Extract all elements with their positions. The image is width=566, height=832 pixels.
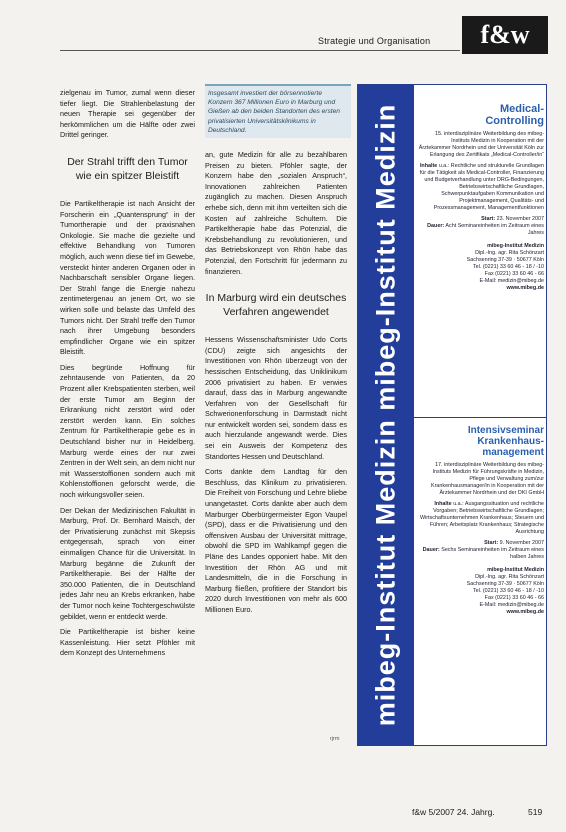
ad-text: Sechs Seminareinheiten im Zeitraum eines halben Jahres <box>441 547 544 560</box>
ad-contact-address: Sachsenring 37-39 · 50677 Köln <box>466 257 544 263</box>
paragraph: Dies begründe Hoffnung für zehntausende von Patienten, da 20 Prozent aller Krebspatienten sterben, weil der erste Tumor am Beginn der Erkrankung nicht zerstört wird oder zerstört werden kann. Ein solches Zentrum für Partikeltherapie gebe es in Deutschland bisher nur in Heidelberg. Marburg werde eines der nur zwei Zentren in der Welt sein, an dem nicht nur mit Wasserstoffionen sondern auch mit Kohlenstoffionen geforscht werde, die noch wirkungsvoller seien. <box>60 362 195 499</box>
subheading: In Marburg wird ein deutsches Verfahren angewendet <box>205 292 347 319</box>
paragraph: an, gute Medizin für alle zu bezahlbaren Preisen zu bieten. Pföhler sagte, der Konzern habe den „sozialen Anspruch“, Innovationen zahlreichen Patienten zugänglich zu machen. Diesen Anspruch erhebe sich, denn mit ihm verteilten sich die Kosten auf zahlreiche Schultern. Die Partikeltherapie habe das Potenzial, die Krebsbehandlung zu revolutionieren, und das Betriebskonzept von Rhön habe das Potenzial, den Fortschritt für jedermann zu finanzieren. <box>205 150 347 276</box>
author-initials: rjrm <box>330 736 340 742</box>
ad-contact-email[interactable]: E-Mail: medizin@mibeg.de <box>479 278 544 284</box>
ad-text: Acht Seminareinheiten im Zeitraum eines Jahres <box>445 223 544 236</box>
ad-title <box>418 103 544 127</box>
ad-title-line: Medical- <box>499 103 544 115</box>
ad-start <box>418 540 544 561</box>
page-number: 519 <box>528 807 543 817</box>
ad-label: Inhalte <box>434 501 452 507</box>
ad-contact-fax: Fax (0221) 33 60 46 - 66 <box>484 271 544 277</box>
ad-contact-email[interactable]: E-Mail: medizin@mibeg.de <box>479 602 544 608</box>
paragraph: Corts dankte dem Landtag für den Beschluss, das Klinikum zu privatisieren. Die Freiheit von Forschung und Lehre bliebe unangetastet. Corts dankte aber auch dem Marburger Oberbürgermeister Egon Vaupel (SPD), dass er die Privatisierung und den offensiven Ausbau der Universität mittrage, obwohl die SPD im Wahlkampf gegen die Pläne des Landes opponiert habe. Mit den Investition der Rhön AG und mit Landesmitteln, die in die Forschung in Marburg fließen, profitiere der Standort bis 2020 durch Investitionen von mehr als 600 Millionen Euro. <box>205 467 347 614</box>
magazine-logo: f&w <box>462 16 548 54</box>
ad-label: Inhalte <box>419 163 438 169</box>
ad-contact-address: Sachsenring 37-39 · 50677 Köln <box>466 581 544 587</box>
ad-contact-person: Dipl.-Ing. agr. Rita Schönzart <box>475 574 544 580</box>
section-title: Strategie und Organisation <box>318 36 431 46</box>
ad-start <box>418 216 544 237</box>
ad-divider <box>414 417 546 418</box>
ad-vertical-band <box>358 85 414 745</box>
ad-text: u.a.: Ausgangssituation und rechtliche Vorgaben; Betriebswirtschaftliche Grundlagen; Wirtschaftsunternehmen Krankenhaus; Steuern und Führen; Arbeitsplatz Krankenhaus; Strategische Ausrichtung <box>419 501 544 535</box>
header-divider <box>60 50 460 51</box>
ad-label: Start: <box>484 540 499 546</box>
ad-intro: 17. interdisziplinäre Weiterbildung des mibeg-Instituts Medizin für Führungskräfte in Medizin, Pflege und Verwaltung zum/zur Krankenhausmanager/in in Kooperation mit der Ärztekammer Nordrhein und der DKI GmbH <box>431 462 544 496</box>
article-column-2 <box>205 150 347 621</box>
ad-contents <box>418 501 544 536</box>
ad-text: 23. November 2007 <box>496 216 544 222</box>
paragraph: Hessens Wissenschaftsminister Udo Corts (CDU) zeigte sich angesichts der Investitionen von Rhön überzeugt von der hessischen Entscheidung, das Uniklinikum 2006 privatisiert zu haben. Er verwies darauf, dass das in Marburg angewandte Verfahren von der Gesellschaft für Schwerionenforschung in Darmstadt nicht nur entwickelt worden sei, sondern dass es auch hierzulande angewandt werde. Dies sei ein Ausweis der Kompetenz des Standortes Hessen und Deutschland. <box>205 335 347 461</box>
ad-label: Start: <box>481 216 496 222</box>
ad-contents <box>418 163 544 212</box>
ad-contact-fax: Fax (0221) 33 60 46 - 66 <box>484 595 544 601</box>
ad-section-medical-controlling <box>418 103 544 292</box>
ad-label: Dauer: <box>422 547 440 553</box>
ad-title-line: management <box>482 447 544 458</box>
ad-band-text: mibeg-Institut Medizin mibeg-Institut Medizin <box>370 103 401 727</box>
ad-contact-phone: Tel. (0221) 33 60 46 - 18 / -10 <box>472 264 544 270</box>
ad-title-line: Controlling <box>485 115 544 127</box>
paragraph: Die Partikeltherapie ist bisher keine Kassenleistung. Hier setzt Pföhler mit dem Konzept des Unternehmens <box>60 627 195 658</box>
ad-contact-name: mibeg-Institut Medizin <box>487 567 544 573</box>
pull-quote-box <box>205 84 351 138</box>
article-column-1 <box>60 88 195 664</box>
ad-intro: 15. interdisziplinäre Weiterbildung des mibeg-Instituts Medizin in Kooperation mit der Ärztekammer Nordrhein und der Universität Köln zur Erlangung des Zertifikats „Medical-Controller/in“ <box>418 131 544 158</box>
paragraph: Der Dekan der Medizinischen Fakultät in Marburg, Prof. Dr. Bernhard Maisch, der der Privatisierung zunächst mit Skepsis entgegensah, sprach von einer einmaligen Chance für die Universität. In Marburg begänne die Zukunft der Partikeltherapie. Bei der Hälfte der 350.000 Patienten, die in Deutschland jedes Jahr neu an Krebs erkranken, habe der Tumor noch keine Tochtergeschwülste gebildet, wenn er entdeckt werde. <box>60 505 195 621</box>
ad-label: Dauer: <box>427 223 445 229</box>
paragraph: Die Partikeltherapie ist nach Ansicht der Forscherin ein „Quantensprung“ in der Tumortherapie und der praxisnahen Onkologie. Sie mache die gezielte und effektive Behandlung von Tumoren möglich, auch wenn diese tief im Gewebe, versteckt hinter anderen Organen oder in Nachbarschaft sensibler Organe liegen. Der Strahl fange die Energie nahezu zentimetergenau an jenem Ort, wo sie wirken solle und belaste das Umfeld des Tumors nicht. Der Strahl treffe den Tumor nach ihrer Umgebung besonders empfindlicher Organe wie ein spitzer Bleistift. <box>60 198 195 357</box>
ad-text: 9. November 2007 <box>499 540 544 546</box>
ad-contact <box>418 243 544 292</box>
pull-quote-text: Insgesamt investiert der börsennotierte Konzern 367 Millionen Euro in Marburg und Gießen ab den beiden Standorten des ersten privatisierten Universitätsklinikums in Deutschland. <box>208 90 340 134</box>
paragraph: zielgenau im Tumor, zumal wenn dieser tiefer liegt. Die Strahlenbelastung der neuen Therapie sei gegenüber der herkömmlichen um die Hälfte oder zwei Drittel geringer. <box>60 88 195 140</box>
ad-contact-web-link[interactable]: www.mibeg.de <box>506 609 544 615</box>
ad-contact-name: mibeg-Institut Medizin <box>487 243 544 249</box>
ad-contact <box>418 567 544 616</box>
ad-contact-person: Dipl.-Ing. agr. Rita Schönzart <box>475 250 544 256</box>
ad-section-krankenhausmanagement <box>418 425 544 616</box>
subheading: Der Strahl trifft den Tumor wie ein spitzer Bleistift <box>67 155 188 182</box>
ad-title <box>418 425 544 458</box>
ad-title-line: Intensivseminar <box>467 425 544 436</box>
advertisement-mibeg <box>357 84 547 746</box>
footer-issue: f&w 5/2007 24. Jahrg. <box>412 807 495 817</box>
ad-contact-phone: Tel. (0221) 33 60 46 - 18 / -10 <box>472 588 544 594</box>
ad-contact-web-link[interactable]: www.mibeg.de <box>506 285 544 291</box>
ad-title-line: Krankenhaus- <box>477 436 544 447</box>
ad-text: u.a.: Rechtliche und strukturelle Grundlagen für die Tätigkeit als Medical-Controller, Finanzierung und Budgetverhandlung unter DRG-Bedingungen, Betriebswirtschaftliche Grundlagen, Schwerpunktaufgaben Kommunikation und Projektmanagement, Qualitäts- und Prozessmanagement, Managementfunktionen <box>419 163 544 211</box>
